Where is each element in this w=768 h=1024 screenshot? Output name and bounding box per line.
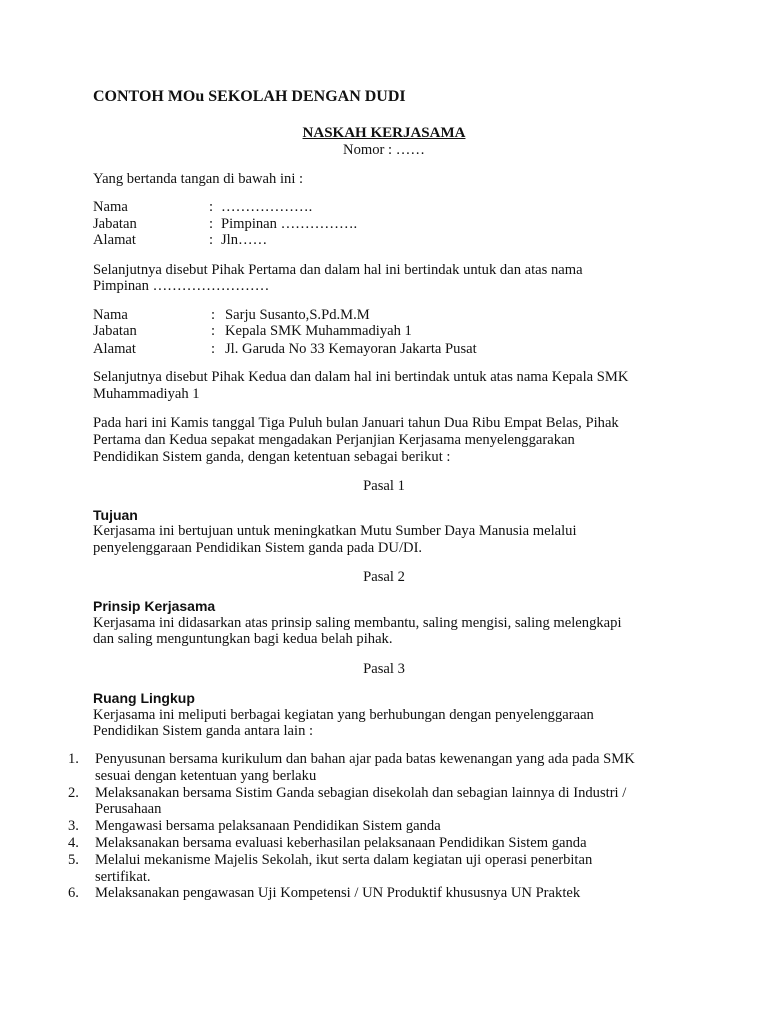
agreement-line2: Pertama dan Kedua sepakat mengadakan Perjanjian Kerjasama menyelenggarakan xyxy=(93,432,575,448)
document-subtitle: NASKAH KERJASAMA xyxy=(302,125,466,141)
list-item-line1: Melalui mekanisme Majelis Sekolah, ikut serta dalam kegiatan uji operasi penerbitan xyxy=(95,851,593,868)
field-value: Sarju Susanto,S.Pd.M.M xyxy=(225,307,370,323)
pasal3-label: Pasal 3 xyxy=(363,661,405,677)
agreement-line1: Pada hari ini Kamis tanggal Tiga Puluh bulan Januari tahun Dua Ribu Empat Belas, Pihak xyxy=(93,415,619,431)
list-item-line1: Melaksanakan bersama Sistim Ganda sebagian disekolah dan sebagian lainnya di Industri / xyxy=(95,784,627,801)
field-label: Nama xyxy=(93,199,128,215)
intro-text: Yang bertanda tangan di bawah ini : xyxy=(93,171,304,187)
list-item xyxy=(68,835,708,852)
list-item-line2: sertifikat. xyxy=(95,868,151,885)
list-item xyxy=(68,818,708,835)
field-value: Jln…… xyxy=(221,232,268,248)
field-value: Pimpinan ……………. xyxy=(221,216,358,232)
party1-address-row xyxy=(93,232,267,249)
field-separator: : xyxy=(209,232,214,248)
list-item-line1: Mengawasi bersama pelaksanaan Pendidikan Sistem ganda xyxy=(95,818,441,835)
list-number: 3. xyxy=(68,818,79,835)
pasal2-line1: Kerjasama ini didasarkan atas prinsip saling membantu, saling mengisi, saling melengkapi xyxy=(93,615,622,631)
agreement-line3: Pendidikan Sistem ganda, dengan ketentuan sebagai berikut : xyxy=(93,449,451,465)
pasal1-line1: Kerjasama ini bertujuan untuk meningkatkan Mutu Sumber Daya Manusia melalui xyxy=(93,523,577,539)
list-number: 1. xyxy=(68,751,79,767)
pasal3-line2: Pendidikan Sistem ganda antara lain : xyxy=(93,723,314,739)
pasal3-line1: Kerjasama ini meliputi berbagai kegiatan yang berhubungan dengan penyelenggaraan xyxy=(93,707,594,723)
field-label: Nama xyxy=(93,307,128,323)
field-value: Jl. Garuda No 33 Kemayoran Jakarta Pusat xyxy=(225,341,477,357)
field-separator: : xyxy=(211,341,216,357)
pasal1-line2: penyelenggaraan Pendidikan Sistem ganda pada DU/DI. xyxy=(93,540,423,556)
scope-list xyxy=(68,751,708,902)
list-item-line1: Melaksanakan pengawasan Uji Kompetensi / UN Produktif khususnya UN Praktek xyxy=(95,885,581,902)
field-label: Alamat xyxy=(93,341,136,357)
party2-note-line1: Selanjutnya disebut Pihak Kedua dan dalam hal ini bertindak untuk atas nama Kepala SMK xyxy=(93,369,629,385)
document-title: CONTOH MOu SEKOLAH DENGAN DUDI xyxy=(93,88,406,105)
pasal2-heading: Prinsip Kerjasama xyxy=(93,598,216,614)
party1-name-row xyxy=(93,199,312,216)
list-number: 6. xyxy=(68,885,79,902)
party1-position-row xyxy=(93,216,357,233)
document-number: Nomor : …… xyxy=(343,142,425,158)
party2-note-line2: Muhammadiyah 1 xyxy=(93,386,200,402)
pasal3-heading: Ruang Lingkup xyxy=(93,690,195,706)
field-value: Kepala SMK Muhammadiyah 1 xyxy=(225,323,412,339)
field-label: Alamat xyxy=(93,232,136,248)
field-label: Jabatan xyxy=(93,216,137,232)
list-item xyxy=(68,852,708,886)
list-number: 2. xyxy=(68,784,79,801)
party1-note-line1: Selanjutnya disebut Pihak Pertama dan dalam hal ini bertindak untuk dan atas nama xyxy=(93,262,583,278)
party2-position-row xyxy=(93,323,412,340)
pasal2-label: Pasal 2 xyxy=(363,569,405,585)
list-item-line2: sesuai dengan ketentuan yang berlaku xyxy=(95,767,317,784)
pasal2-line2: dan saling menguntungkan bagi kedua belah pihak. xyxy=(93,631,393,647)
list-item-line1: Melaksanakan bersama evaluasi keberhasilan pelaksanaan Pendidikan Sistem ganda xyxy=(95,834,587,851)
field-separator: : xyxy=(209,216,214,232)
list-item-line1: Penyusunan bersama kurikulum dan bahan ajar pada batas kewenangan yang ada pada SMK xyxy=(95,751,635,767)
list-number: 4. xyxy=(68,834,79,851)
party1-note-line2: Pimpinan …………………… xyxy=(93,278,270,294)
party2-name-row xyxy=(93,307,370,324)
field-label: Jabatan xyxy=(93,323,137,339)
party2-address-row xyxy=(93,341,477,358)
list-number: 5. xyxy=(68,851,79,868)
list-item xyxy=(68,751,708,785)
list-item xyxy=(68,885,708,902)
pasal1-label: Pasal 1 xyxy=(363,478,405,494)
list-item-line2: Perusahaan xyxy=(95,801,162,818)
pasal1-heading: Tujuan xyxy=(93,507,138,523)
field-value: ………………. xyxy=(221,199,313,215)
field-separator: : xyxy=(211,323,216,339)
field-separator: : xyxy=(211,307,216,323)
list-item xyxy=(68,785,708,819)
field-separator: : xyxy=(209,199,214,215)
